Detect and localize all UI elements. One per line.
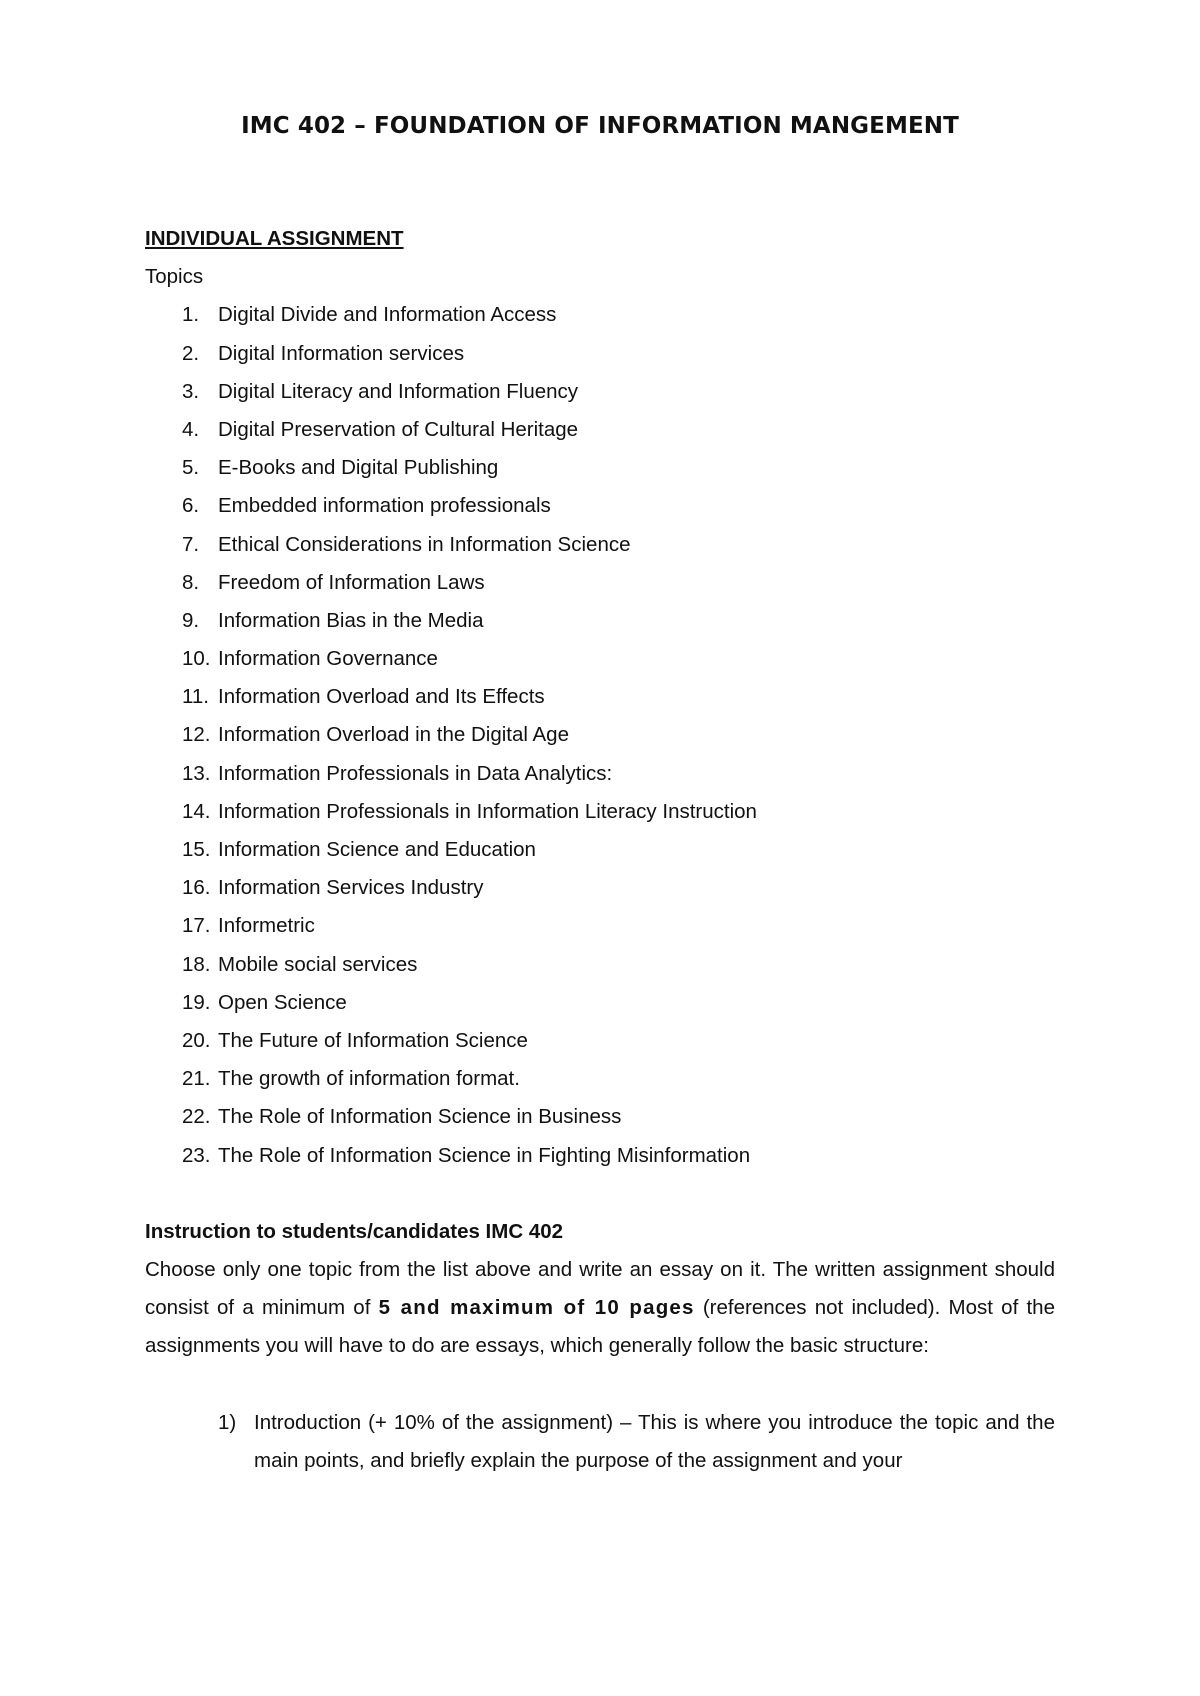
topic-text: Digital Information services bbox=[218, 341, 465, 365]
topic-item bbox=[145, 755, 1055, 793]
topic-number: 15. bbox=[182, 838, 211, 862]
structure-number: 1) bbox=[218, 1410, 237, 1434]
topic-text: The Future of Information Science bbox=[218, 1028, 528, 1052]
structure-item bbox=[145, 1404, 1055, 1480]
topic-list bbox=[145, 296, 1055, 1174]
topic-item bbox=[145, 984, 1055, 1022]
topic-number: 6. bbox=[182, 494, 200, 518]
topic-number: 20. bbox=[182, 1028, 211, 1052]
topic-text: Freedom of Information Laws bbox=[218, 570, 485, 594]
topic-text: The growth of information format. bbox=[218, 1067, 520, 1091]
essay-structure-list bbox=[145, 1404, 1055, 1480]
topic-item bbox=[145, 946, 1055, 984]
topic-text: The Role of Information Science in Business bbox=[218, 1105, 622, 1129]
topic-number: 9. bbox=[182, 608, 200, 632]
topic-text: Open Science bbox=[218, 990, 347, 1014]
topic-text: Information Science and Education bbox=[218, 838, 536, 862]
topic-item bbox=[145, 487, 1055, 525]
topic-item bbox=[145, 793, 1055, 831]
topic-text: Digital Literacy and Information Fluency bbox=[218, 379, 579, 403]
structure-text: Introduction (+ 10% of the assignment) – This is where you introduce the topic and the main points, and briefly explain the purpose of the assignment and your bbox=[254, 1410, 1055, 1472]
topic-number: 16. bbox=[182, 876, 211, 900]
topic-number: 11. bbox=[182, 685, 209, 709]
topic-number: 21. bbox=[182, 1067, 211, 1091]
page-limit-emphasis: 5 and maximum of 10 pages bbox=[378, 1296, 695, 1320]
topic-number: 13. bbox=[182, 761, 211, 785]
topic-text: Digital Divide and Information Access bbox=[218, 303, 557, 327]
document-title: IMC 402 – FOUNDATION OF INFORMATION MANGEMENT bbox=[241, 113, 959, 139]
topic-text: Embedded information professionals bbox=[218, 494, 551, 518]
topic-text: Digital Preservation of Cultural Heritage bbox=[218, 417, 579, 441]
instructions-paragraph bbox=[145, 1251, 1055, 1366]
topic-number: 10. bbox=[182, 647, 211, 671]
topic-text: Mobile social services bbox=[218, 952, 418, 976]
topic-item bbox=[145, 411, 1055, 449]
topic-item bbox=[145, 296, 1055, 334]
topic-text: Informetric bbox=[218, 914, 315, 938]
topic-text: E-Books and Digital Publishing bbox=[218, 456, 499, 480]
topic-item bbox=[145, 678, 1055, 716]
topic-item bbox=[145, 831, 1055, 869]
topic-number: 12. bbox=[182, 723, 211, 747]
topic-text: Information Professionals in Data Analytics: bbox=[218, 761, 613, 785]
topic-number: 19. bbox=[182, 990, 211, 1014]
topic-number: 4. bbox=[182, 417, 200, 441]
topic-text: Information Overload and Its Effects bbox=[218, 685, 545, 709]
section-heading: INDIVIDUAL ASSIGNMENT bbox=[145, 227, 404, 250]
instructions-text-part1: Choose only one topic from the list above and write an essay on it. The written assignment should consist of a minimum of bbox=[145, 1257, 1055, 1320]
topics-label: Topics bbox=[145, 265, 204, 289]
topic-text: Information Overload in the Digital Age bbox=[218, 723, 569, 747]
topic-item bbox=[145, 449, 1055, 487]
topic-number: 7. bbox=[182, 532, 200, 556]
instructions-heading: Instruction to students/candidates IMC 402 bbox=[145, 1219, 564, 1243]
topic-text: Information Bias in the Media bbox=[218, 608, 484, 632]
topic-item bbox=[145, 869, 1055, 907]
topic-item bbox=[145, 373, 1055, 411]
topic-item bbox=[145, 602, 1055, 640]
topic-number: 14. bbox=[182, 799, 211, 823]
topic-text: The Role of Information Science in Fighting Misinformation bbox=[218, 1143, 751, 1167]
topic-item bbox=[145, 716, 1055, 754]
document-body bbox=[145, 220, 1055, 1480]
topic-item bbox=[145, 564, 1055, 602]
topic-number: 3. bbox=[182, 379, 200, 403]
topic-number: 8. bbox=[182, 570, 200, 594]
topic-number: 2. bbox=[182, 341, 200, 365]
topic-number: 18. bbox=[182, 952, 211, 976]
topic-number: 23. bbox=[182, 1143, 211, 1167]
topic-text: Ethical Considerations in Information Science bbox=[218, 532, 631, 556]
topic-item bbox=[145, 1060, 1055, 1098]
topic-item bbox=[145, 907, 1055, 945]
topic-item bbox=[145, 335, 1055, 373]
topic-number: 17. bbox=[182, 914, 211, 938]
topic-number: 1. bbox=[182, 303, 200, 327]
topic-text: Information Services Industry bbox=[218, 876, 484, 900]
topic-item bbox=[145, 1098, 1055, 1136]
topic-text: Information Governance bbox=[218, 647, 438, 671]
topic-item bbox=[145, 526, 1055, 564]
topic-number: 22. bbox=[182, 1105, 211, 1129]
topic-text: Information Professionals in Information Literacy Instruction bbox=[218, 799, 757, 823]
topic-number: 5. bbox=[182, 456, 200, 480]
topic-item bbox=[145, 640, 1055, 678]
topic-item bbox=[145, 1022, 1055, 1060]
topic-item bbox=[145, 1137, 1055, 1175]
instructions-text-part2: (references not included). Most of the assignments you will have to do are essays, which generally follow the basic structure: bbox=[145, 1296, 1055, 1358]
